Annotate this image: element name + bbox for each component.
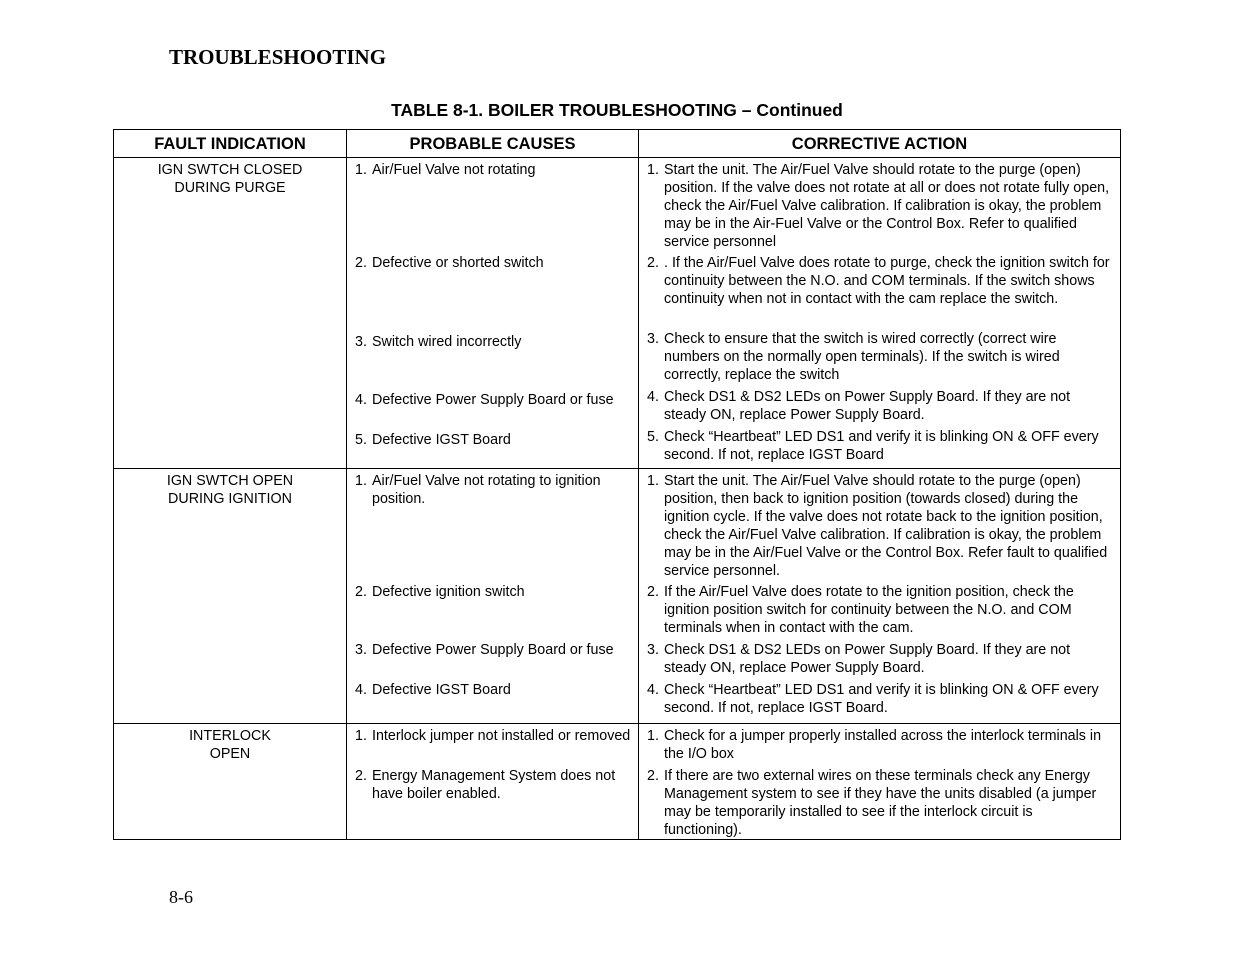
item-number: 1. <box>355 473 367 489</box>
action-text: Check “Heartbeat” LED DS1 and verify it is blinking ON & OFF every second. If not, replace IGST Board <box>664 429 1099 463</box>
table-header-row <box>114 130 1120 158</box>
item-number: 1. <box>647 728 659 744</box>
cause-item <box>355 583 632 641</box>
cause-text: Defective IGST Board <box>372 432 511 448</box>
cause-item <box>355 391 632 431</box>
action-item <box>647 583 1114 641</box>
cause-text: Energy Management System does not have boiler enabled. <box>372 768 616 802</box>
table-title: TABLE 8-1. BOILER TROUBLESHOOTING – Continued <box>391 100 843 120</box>
fault-line: INTERLOCK <box>189 728 271 744</box>
cause-text: Defective or shorted switch <box>372 255 544 271</box>
item-number: 4. <box>355 682 367 698</box>
cause-text: Defective Power Supply Board or fuse <box>372 642 614 658</box>
item-number: 4. <box>647 389 659 405</box>
item-number: 3. <box>647 642 659 658</box>
probable-causes-cell <box>347 724 639 839</box>
column-header-probable-causes: PROBABLE CAUSES <box>347 130 639 157</box>
item-number: 5. <box>647 429 659 445</box>
action-item <box>647 681 1114 717</box>
page-number: 8-6 <box>169 887 193 907</box>
table-row <box>114 724 1120 839</box>
cause-text: Air/Fuel Valve not rotating <box>372 162 536 178</box>
fault-line: IGN SWTCH CLOSED <box>157 162 303 178</box>
cause-item <box>355 767 632 803</box>
item-number: 1. <box>647 162 659 178</box>
action-text: . If the Air/Fuel Valve does rotate to purge, check the ignition switch for continuity between the N.O. and COM terminals. If the switch shows continuity when not in contact with the cam replace the switch. <box>664 255 1110 307</box>
action-item <box>647 472 1114 583</box>
action-item <box>647 428 1114 464</box>
action-text: Start the unit. The Air/Fuel Valve should rotate to the purge (open) position, then back to ignition position (towards closed) during the ignition cycle. If the valve does not rotate back to the ignition position, check the Air/Fuel Valve calibration. If calibration is okay, the problem may be in the Air/Fuel Valve or the Control Box. Refer fault to qualified service personnel. <box>664 473 1108 579</box>
action-text: Check DS1 & DS2 LEDs on Power Supply Board. If they are not steady ON, replace Power Supply Board. <box>664 642 1071 676</box>
action-item <box>647 161 1114 254</box>
fault-line: DURING PURGE <box>174 180 286 196</box>
fault-line: IGN SWTCH OPEN <box>166 473 294 489</box>
cause-item <box>355 333 632 391</box>
item-number: 2. <box>647 584 659 600</box>
fault-line: DURING IGNITION <box>168 491 292 507</box>
troubleshooting-table <box>113 129 1121 840</box>
action-text: If there are two external wires on these terminals check any Energy Management system to see if they have the units disabled (a jumper may be temporarily installed to see if the interlock circuit is functioning). <box>664 768 1097 838</box>
action-item <box>647 767 1114 839</box>
action-text: Start the unit. The Air/Fuel Valve should rotate to the purge (open) position. If the valve does not rotate at all or does not rotate fully open, check the Air/Fuel Valve calibration. If calibration is okay, the problem may be in the Air-Fuel Valve or the Control Box. Refer to qualified service personnel <box>664 162 1110 250</box>
fault-indication-cell <box>114 158 347 468</box>
item-number: 4. <box>355 392 367 408</box>
item-number: 2. <box>355 584 367 600</box>
corrective-action-cell <box>639 469 1120 723</box>
action-text: Check DS1 & DS2 LEDs on Power Supply Board. If they are not steady ON, replace Power Supply Board. <box>664 389 1071 423</box>
item-number: 3. <box>355 334 367 350</box>
cause-item <box>355 727 632 767</box>
cause-item <box>355 472 632 583</box>
action-item <box>647 330 1114 388</box>
cause-item <box>355 431 632 449</box>
cause-item <box>355 254 632 333</box>
action-item <box>647 727 1114 767</box>
column-header-corrective-action: CORRECTIVE ACTION <box>791 135 968 153</box>
probable-causes-cell <box>347 469 639 723</box>
action-item <box>647 254 1114 330</box>
item-number: 2. <box>355 255 367 271</box>
table-row <box>114 158 1120 469</box>
item-number: 5. <box>355 432 367 448</box>
corrective-action-cell <box>639 724 1120 839</box>
table-row <box>114 469 1120 724</box>
item-number: 3. <box>355 642 367 658</box>
action-text: If the Air/Fuel Valve does rotate to the ignition position, check the ignition position switch for continuity between the N.O. and COM terminals when in contact with the cam. <box>664 584 1074 636</box>
item-number: 1. <box>355 162 367 178</box>
item-number: 2. <box>647 255 659 271</box>
section-title: TROUBLESHOOTING <box>169 45 387 69</box>
cause-item <box>355 681 632 699</box>
item-number: 2. <box>647 768 659 784</box>
probable-causes-cell <box>347 158 639 468</box>
cause-text: Defective IGST Board <box>372 682 511 698</box>
item-number: 4. <box>647 682 659 698</box>
action-text: Check for a jumper properly installed across the interlock terminals in the I/O box <box>664 728 1102 762</box>
cause-text: Interlock jumper not installed or removed <box>372 728 631 744</box>
action-item <box>647 388 1114 428</box>
item-number: 3. <box>647 331 659 347</box>
corrective-action-cell <box>639 158 1120 468</box>
action-item <box>647 641 1114 681</box>
cause-text: Defective Power Supply Board or fuse <box>372 392 614 408</box>
fault-indication-cell <box>114 469 347 723</box>
item-number: 1. <box>647 473 659 489</box>
cause-text: Air/Fuel Valve not rotating to ignition position. <box>372 473 601 507</box>
item-number: 2. <box>355 768 367 784</box>
fault-indication-cell <box>114 724 347 839</box>
action-text: Check to ensure that the switch is wired correctly (correct wire numbers on the normally open terminals). If the switch is wired correctly, replace the switch <box>664 331 1060 383</box>
cause-text: Switch wired incorrectly <box>372 334 522 350</box>
action-text: Check “Heartbeat” LED DS1 and verify it is blinking ON & OFF every second. If not, replace IGST Board. <box>664 682 1099 716</box>
column-header-fault-indication: FAULT INDICATION <box>114 130 347 157</box>
cause-item <box>355 641 632 681</box>
fault-line: OPEN <box>209 746 251 762</box>
cause-text: Defective ignition switch <box>372 584 525 600</box>
cause-item <box>355 161 632 254</box>
item-number: 1. <box>355 728 367 744</box>
